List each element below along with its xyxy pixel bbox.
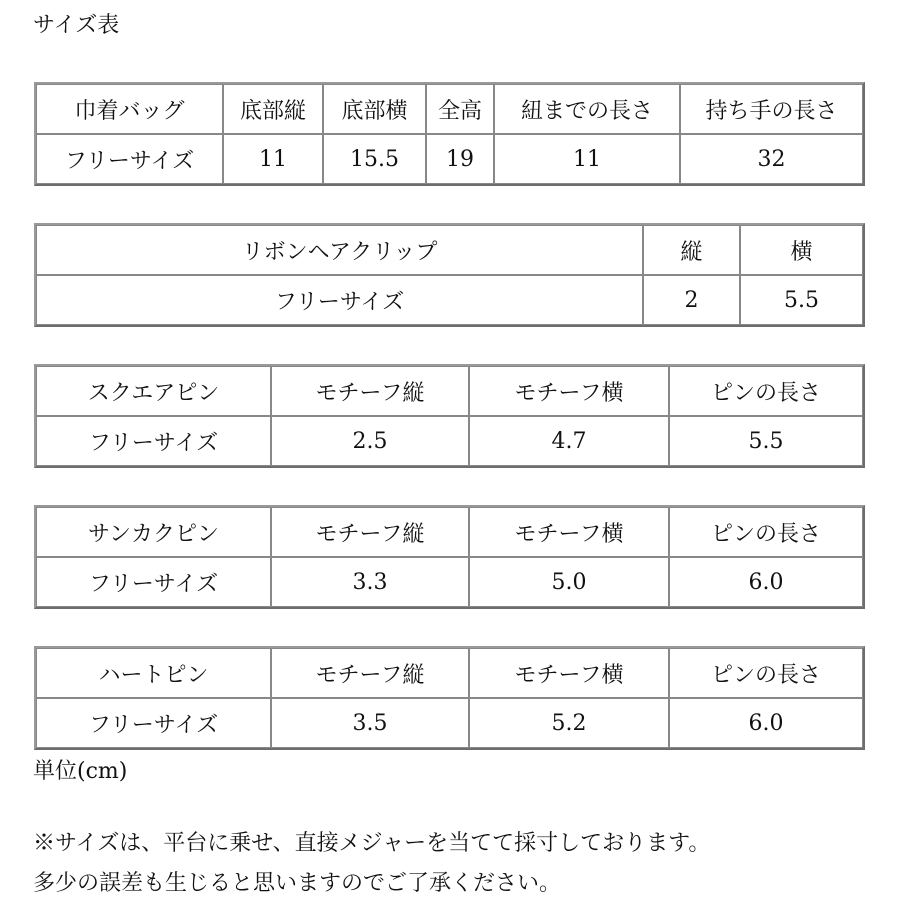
page-title: サイズ表	[33, 13, 120, 38]
size-table-square-pin	[34, 364, 865, 468]
header-cell: 紐までの長さ	[494, 84, 680, 134]
cell: 5.5	[740, 275, 863, 325]
table-header-row	[36, 366, 863, 416]
header-cell: ハートピン	[36, 648, 271, 698]
cell: 32	[680, 134, 863, 184]
cell: フリーサイズ	[36, 275, 643, 325]
cell: 5.2	[469, 698, 669, 748]
table-row	[36, 416, 863, 466]
cell: フリーサイズ	[36, 416, 271, 466]
cell: 5.5	[669, 416, 863, 466]
cell: 11	[494, 134, 680, 184]
size-table-triangle-pin	[34, 505, 865, 609]
cell: 4.7	[469, 416, 669, 466]
header-cell: モチーフ横	[469, 507, 669, 557]
header-cell: 底部縦	[223, 84, 323, 134]
unit-label: 単位(cm)	[33, 759, 128, 784]
table-header-row	[36, 84, 863, 134]
header-cell: 横	[740, 225, 863, 275]
table-header-row	[36, 648, 863, 698]
size-table-ribbon-clip	[34, 223, 865, 327]
header-cell: スクエアピン	[36, 366, 271, 416]
cell: フリーサイズ	[36, 698, 271, 748]
table-header-row	[36, 225, 863, 275]
header-cell: ピンの長さ	[669, 366, 863, 416]
cell: 2.5	[271, 416, 469, 466]
cell: フリーサイズ	[36, 557, 271, 607]
size-table-heart-pin	[34, 646, 865, 750]
cell: 6.0	[669, 698, 863, 748]
note-line: ※サイズは、平台に乗せ、直接メジャーを当てて採寸しております。	[33, 831, 711, 856]
cell: フリーサイズ	[36, 134, 223, 184]
cell: 11	[223, 134, 323, 184]
table-row	[36, 698, 863, 748]
table-row	[36, 134, 863, 184]
header-cell: サンカクピン	[36, 507, 271, 557]
header-cell: 底部横	[323, 84, 426, 134]
header-cell: リボンヘアクリップ	[36, 225, 643, 275]
header-cell: 全高	[426, 84, 494, 134]
table-header-row	[36, 507, 863, 557]
table-row	[36, 557, 863, 607]
table-row	[36, 275, 863, 325]
header-cell: ピンの長さ	[669, 507, 863, 557]
cell: 6.0	[669, 557, 863, 607]
size-table-drawstring-bag	[34, 82, 865, 186]
header-cell: ピンの長さ	[669, 648, 863, 698]
header-cell: モチーフ縦	[271, 366, 469, 416]
header-cell: モチーフ横	[469, 366, 669, 416]
header-cell: モチーフ縦	[271, 648, 469, 698]
cell: 2	[643, 275, 740, 325]
cell: 3.3	[271, 557, 469, 607]
header-cell: 持ち手の長さ	[680, 84, 863, 134]
header-cell: 巾着バッグ	[36, 84, 223, 134]
cell: 5.0	[469, 557, 669, 607]
header-cell: 縦	[643, 225, 740, 275]
cell: 3.5	[271, 698, 469, 748]
header-cell: モチーフ横	[469, 648, 669, 698]
header-cell: モチーフ縦	[271, 507, 469, 557]
cell: 15.5	[323, 134, 426, 184]
note-line: 多少の誤差も生じると思いますのでご了承ください。	[33, 871, 562, 896]
cell: 19	[426, 134, 494, 184]
